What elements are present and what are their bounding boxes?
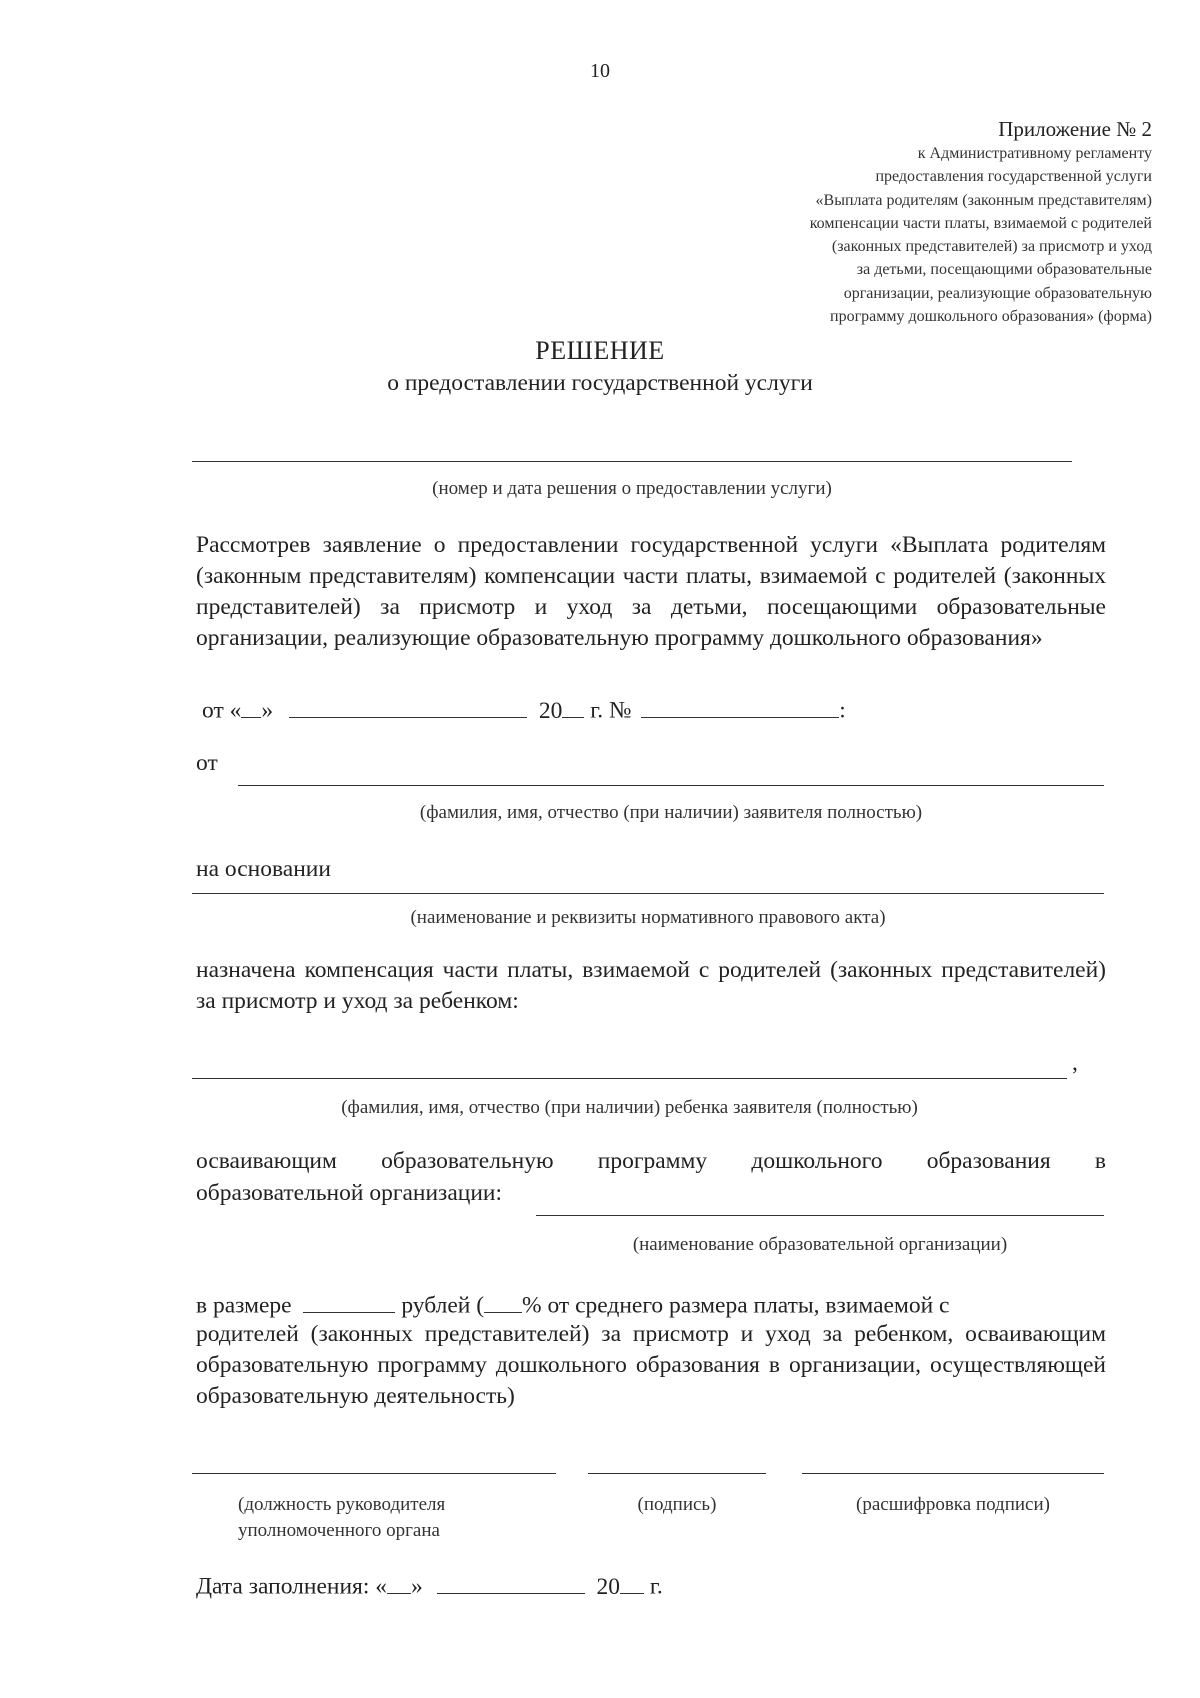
date-day-close: » [261,697,274,724]
amount-percent-field[interactable] [484,1287,522,1313]
fill-year-prefix: 20 [596,1573,620,1600]
fill-date-label: Дата заполнения: « [196,1573,387,1600]
appendix-line: к Административному регламенту [917,145,1152,162]
legal-act-caption: (наименование и реквизиты нормативного правового акта) [410,907,886,928]
appendix-line: компенсации части платы, взимаемой с родителей [809,214,1152,232]
page-number: 10 [590,60,610,82]
fill-day-close: » [410,1573,423,1600]
decision-number-caption: (номер и дата решения о предоставлении услуги) [432,478,832,499]
organization-caption: (наименование образовательной организации) [632,1234,1008,1255]
amount-rubles-label: рублей ( [401,1292,485,1319]
application-number-field[interactable] [641,692,839,718]
appendix-title: Приложение № 2 [998,117,1152,141]
document-title: РЕШЕНИЕ [535,336,665,365]
decision-number-field[interactable] [192,461,1072,462]
date-year: 20 [538,697,563,724]
position-caption-line: уполномоченного органа [238,1520,440,1541]
applicant-name-caption: (фамилия, имя, отчество (при наличии) заявителя полностью) [419,802,923,823]
appendix-line: предоставления государственной услуги [875,168,1152,186]
transcript-caption: (расшифровка подписи) [856,1494,1050,1515]
application-month-field[interactable] [289,692,527,718]
position-caption [238,1492,445,1544]
appendix-line: организации, реализующие образовательную [843,284,1152,302]
studying-line-2: образовательной организации: [196,1180,503,1206]
appendix-line: «Выплата родителям (законным представителям) [815,191,1152,209]
legal-act-field[interactable] [192,893,1104,894]
appendix-line: (законных представителей) за присмотр и уход [831,238,1152,256]
considered-paragraph: Рассмотрев заявление о предоставлении государственной услуги «Выплата родителям (законным представителям) компенсации части платы, взимаемой с родителей (законных представителей) за присмотр и уход за детьми, посещающими образовательные организации, реализующие образовательную программу дошкольного образования» [196,532,1106,651]
amount-percent-label: % от среднего размера платы, взимаемой с [522,1292,950,1319]
studying-line-1: осваивающим образовательную программу дошкольного образования в [196,1148,1106,1174]
child-comma: , [1072,1050,1078,1076]
position-caption-line: (должность руководителя [238,1494,446,1515]
child-name-field[interactable] [192,1078,1067,1079]
signature-field[interactable] [588,1473,766,1474]
amount-prefix: в размере [196,1292,292,1319]
application-date-line [202,692,846,725]
assigned-paragraph: назначена компенсация части платы, взимаемой с родителей (законных представителей) за присмотр и уход за ребенком: [196,957,1106,1014]
appendix-block [632,116,1152,328]
fill-year-suffix: г. [643,1573,663,1600]
organization-name-field[interactable] [536,1215,1104,1216]
appendix-line: за детьми, посещающими образовательные [856,261,1152,279]
amount-line [196,1287,949,1320]
fill-year-field[interactable] [620,1568,644,1594]
appendix-line: программу дошкольного образования» (форма) [830,308,1152,326]
from-label: от [196,750,218,776]
child-name-caption: (фамилия, имя, отчество (при наличии) ребенка заявителя (полностью) [341,1097,918,1118]
basis-label: на основании [196,856,331,882]
amount-paragraph: родителей (законных представителей) за присмотр и уход за ребенком, осваивающим образовательную программу дошкольного образования в организации, осуществляющей образовательную деятельность) [196,1321,1106,1409]
application-day-field[interactable] [241,692,261,718]
amount-rubles-field[interactable] [303,1287,395,1313]
fill-date-line [196,1568,663,1601]
applicant-name-field[interactable] [238,785,1104,786]
signature-transcript-field[interactable] [802,1473,1104,1474]
fill-day-field[interactable] [387,1568,411,1594]
document-subtitle: о предоставлении государственной услуги [387,370,813,396]
date-prefix: от « [202,697,242,724]
fill-month-field[interactable] [437,1568,585,1594]
position-field[interactable] [192,1473,556,1474]
application-year-field[interactable] [562,692,584,718]
signature-caption: (подпись) [637,1494,717,1515]
date-colon: : [839,697,846,724]
date-number-label: г. № [584,697,632,724]
